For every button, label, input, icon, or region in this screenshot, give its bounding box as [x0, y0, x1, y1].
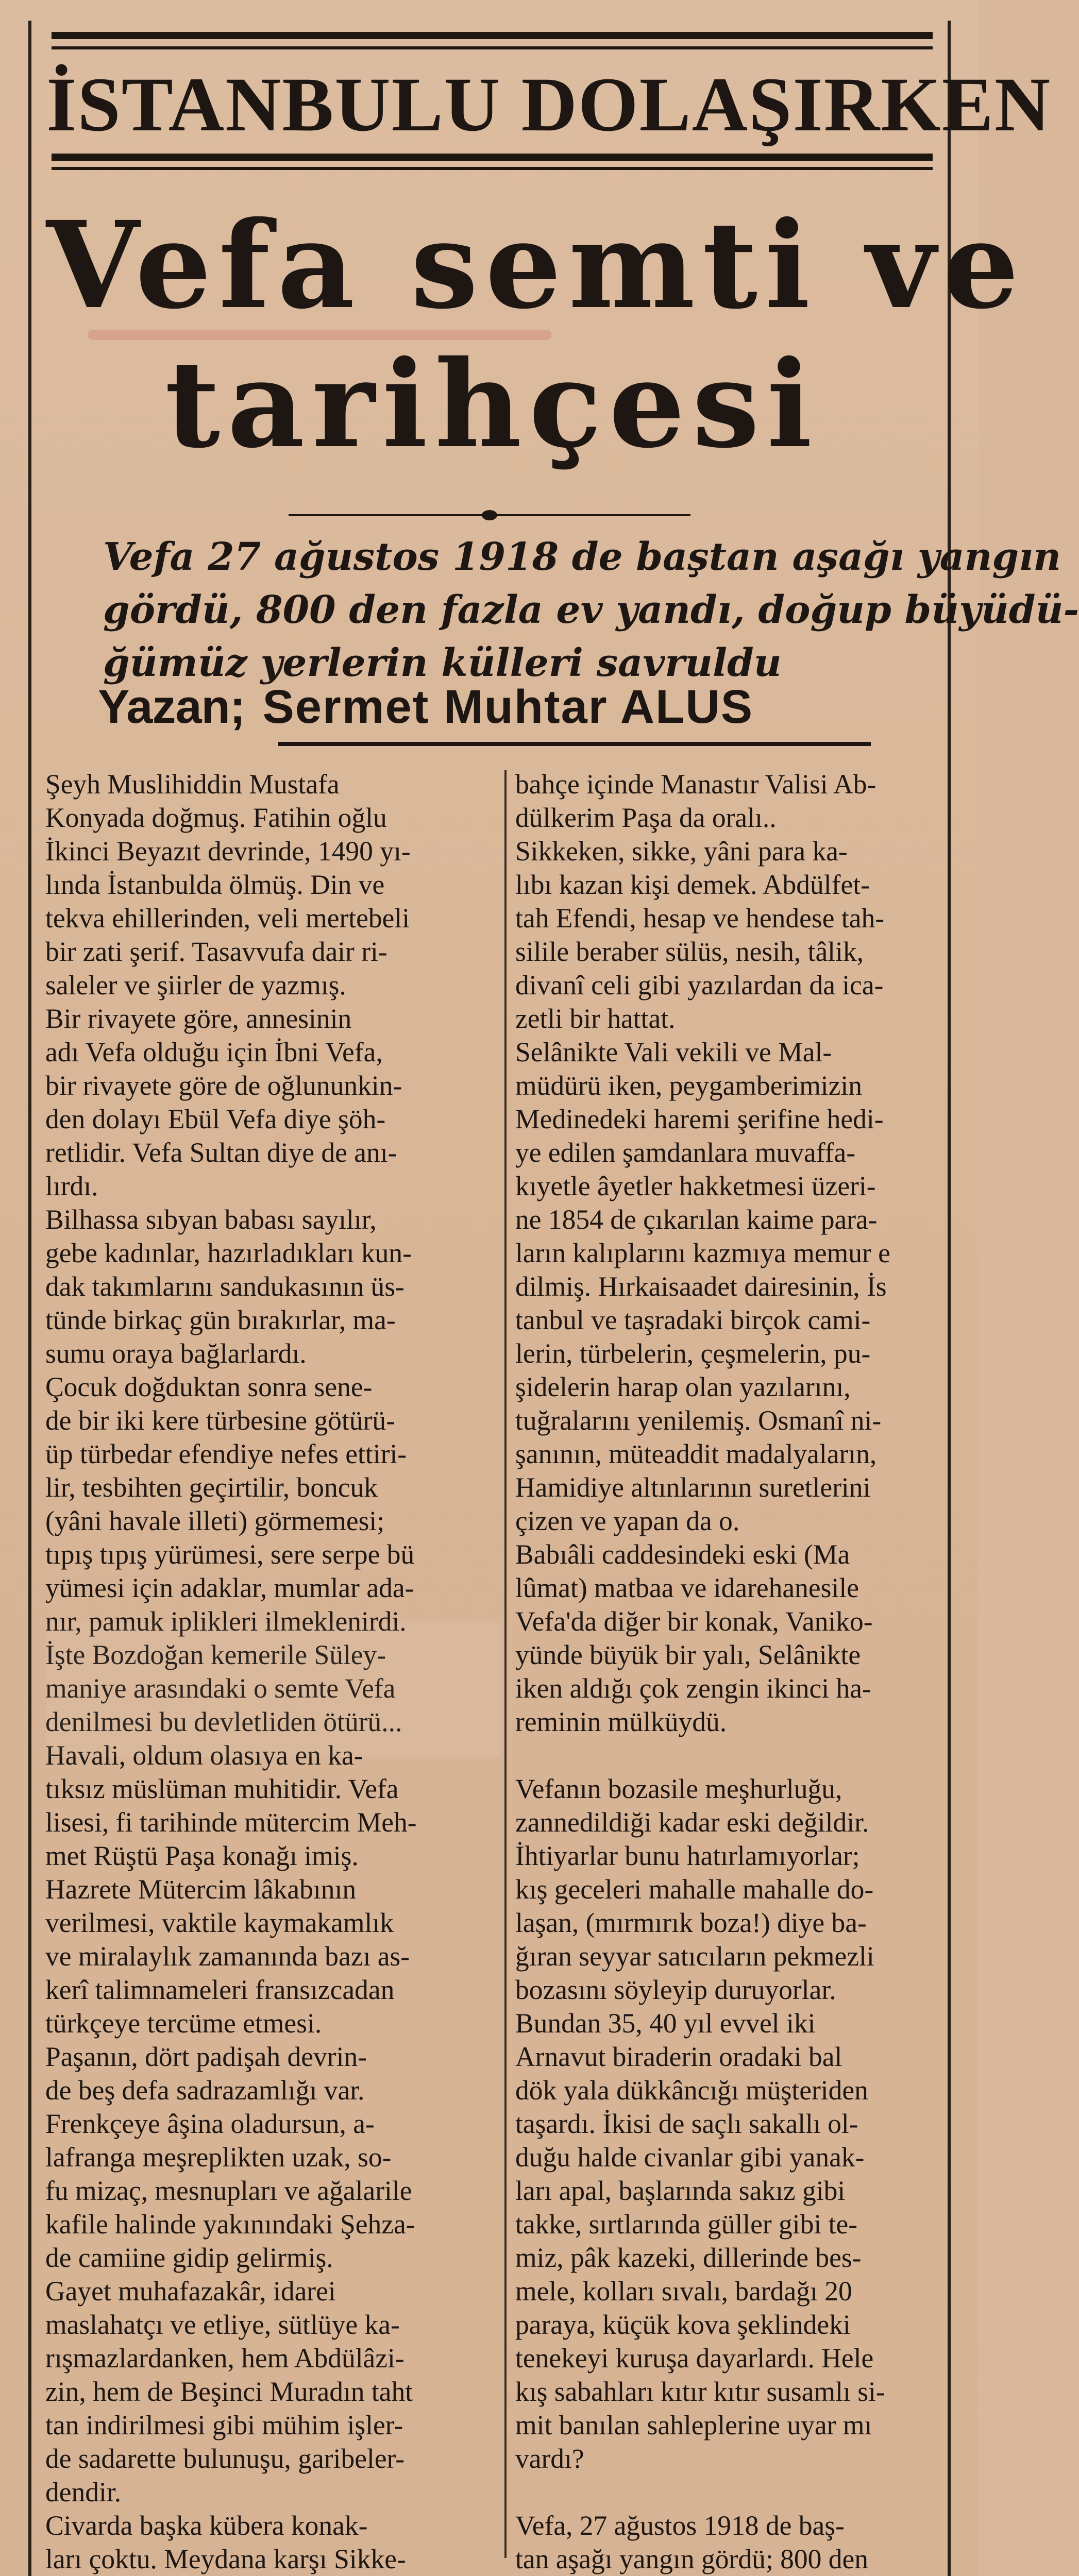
article-line: maniye arasındaki o semte Vefa — [45, 1673, 396, 1704]
headline-line-2: tarihçesi — [164, 334, 820, 474]
article-line: takke, sırtlarında güller gibi te- — [515, 2209, 858, 2240]
article-line: dendir. — [45, 2477, 122, 2507]
article-line: den dolayı Ebül Vefa diye şöh- — [45, 1104, 386, 1134]
article-line: tanbul ve taşradaki birçok cami- — [515, 1304, 871, 1335]
article-line: Hazrete Mütercim lâkabının — [45, 1874, 357, 1905]
column-divider — [504, 770, 507, 2558]
article-line: üp türbedar efendiye nefes ettiri- — [45, 1438, 407, 1469]
article-line: tah Efendi, hesap ve hendese tah- — [515, 903, 885, 934]
article-line: lında İstanbulda ölmüş. Din ve — [45, 869, 385, 900]
article-line: de bir iki kere türbesine götürü- — [45, 1405, 395, 1436]
article-line: kış sabahları kıtır kıtır susamlı si- — [515, 2376, 885, 2407]
ornament-diamond — [482, 510, 497, 520]
article-line: tünde birkaç gün bırakırlar, ma- — [45, 1304, 396, 1335]
article-line: lafranga meşreplikten uzak, so- — [45, 2142, 392, 2173]
article-line: ların kalıplarını kazmıya memur e — [515, 1238, 890, 1268]
article-line: ları apal, başlarında sakız gibi — [515, 2175, 846, 2206]
article-line: Şeyh Muslihiddin Mustafa — [45, 769, 340, 800]
article-line: denilmesi bu devletliden ötürü... — [45, 1706, 402, 1737]
article-line: ları çoktu. Meydana karşı Sikke- — [45, 2544, 406, 2574]
article-line: kış geceleri mahalle mahalle do- — [515, 1874, 874, 1905]
article-line: Vefa, 27 ağustos 1918 de baş- — [515, 2510, 845, 2541]
article-line: de beş defa sadrazamlığı var. — [45, 2075, 365, 2106]
article-line: sumu oraya bağlarlardı. — [45, 1338, 307, 1369]
article-line: zannedildiği kadar eski değildir. — [515, 1807, 869, 1838]
headline-line-1: Vefa semti ve — [46, 195, 1026, 335]
article-line: lıbı kazan kişi demek. Abdülfet- — [515, 869, 870, 900]
kicker-rule-thick — [52, 154, 933, 161]
article-line: çizen ve yapan da o. — [515, 1505, 740, 1536]
article-line: müdürü iken, peygamberimizin — [515, 1070, 863, 1101]
article-line: maslahatçı ve etliye, sütlüye ka- — [45, 2309, 400, 2340]
article-line: tan indirilmesi gibi mühim işler- — [45, 2410, 403, 2441]
article-line: saleler ve şiirler de yazmış. — [45, 970, 346, 1001]
article-line: vardı? — [515, 2443, 584, 2474]
byline-author: Sermet Muhtar ALUS — [262, 681, 754, 733]
article-line: Gayet muhafazakâr, idarei — [45, 2276, 336, 2307]
article-line: de camiine gidip gelirmiş. — [45, 2242, 333, 2273]
article-line: Civarda başka kübera konak- — [45, 2510, 368, 2541]
article-line: Selânikte Vali vekili ve Mal- — [515, 1037, 832, 1067]
article-line: tuğralarını yenilemiş. Osmanî ni- — [515, 1405, 882, 1436]
article-line: Bundan 35, 40 yıl evvel iki — [515, 2008, 816, 2039]
article-line: dak takımlarını sandukasının üs- — [45, 1271, 404, 1302]
article-line: İhtiyarlar bunu hatırlamıyorlar; — [515, 1840, 860, 1871]
article-line: retlidir. Vefa Sultan diye de anı- — [45, 1137, 397, 1168]
article-line: Medinedeki haremi şerifine hedi- — [515, 1104, 884, 1134]
article-line: verilmesi, vaktile kaymakamlık — [45, 1907, 394, 1938]
subtitle — [103, 531, 1079, 690]
article-line: rışmazlardanken, hem Abdülâzi- — [45, 2343, 404, 2374]
article-line: dilmiş. Hırkaisaadet dairesinin, İs — [515, 1271, 887, 1302]
article-line: Bir rivayete göre, annesinin — [45, 1003, 352, 1034]
article-line: yümesi için adaklar, mumlar ada- — [45, 1572, 414, 1603]
subtitle-line-3: ğümüz yerlerin külleri savruldu — [103, 641, 782, 685]
article-line: reminin mülküydü. — [515, 1706, 727, 1737]
article-line: kerî talimnameleri fransızcadan — [45, 1974, 395, 2005]
article-line: lûmat) matbaa ve idarehanesile — [515, 1572, 859, 1603]
article-line: İkinci Beyazıt devrinde, 1490 yı- — [45, 836, 411, 867]
article-line: bahçe içinde Manastır Valisi Ab- — [515, 769, 876, 800]
article-line: mele, kolları sıvalı, bardağı 20 — [515, 2276, 852, 2307]
article-line: gebe kadınlar, hazırladıkları kun- — [45, 1238, 412, 1268]
article-line: Bilhassa sıbyan babası sayılır, — [45, 1204, 377, 1235]
article-line: ve miralaylık zamanında bazı as- — [45, 1941, 410, 1972]
article-line — [515, 2476, 935, 2509]
article-line: paraya, küçük kova şeklindeki — [515, 2309, 851, 2340]
article-line: Paşanın, dört padişah devrin- — [45, 2041, 367, 2072]
article-line: met Rüştü Paşa konağı imiş. — [45, 1840, 359, 1871]
byline — [98, 680, 938, 734]
article-line: Vefa'da diğer bir konak, Vaniko- — [515, 1606, 873, 1637]
article-line: ne 1854 de çıkarılan kaime para- — [515, 1204, 878, 1235]
subtitle-line-2: gördü, 800 den fazla ev yandı, doğup büyüdü- — [103, 588, 1079, 632]
kicker-rule-thin — [52, 167, 933, 170]
article-line: Babıâli caddesindeki eski (Ma — [515, 1539, 850, 1570]
article-line: Arnavut biraderin oradaki bal — [515, 2041, 842, 2072]
article-line: Sikkeken, sikke, yâni para ka- — [515, 836, 848, 867]
article-line: Frenkçeye âşina oladursun, a- — [45, 2108, 375, 2139]
article-line: kafile halinde yakınındaki Şehza- — [45, 2209, 415, 2240]
article-line: tan aşağı yangın gördü; 800 den — [515, 2544, 868, 2574]
article-line: bir rivayete göre de oğlununkin- — [45, 1070, 402, 1101]
article-line: taşardı. İkisi de saçlı sakallı ol- — [515, 2108, 858, 2139]
article-line: kıyetle âyetler hakketmesi üzeri- — [515, 1171, 876, 1201]
article-line: ğıran seyyar satıcıların pekmezli — [515, 1941, 874, 1972]
article-line: yünde büyük bir yalı, Selânikte — [515, 1639, 861, 1670]
article-line: lir, tesbihten geçirtilir, boncuk — [45, 1472, 378, 1503]
article-line: Hamidiye altınlarının suretlerini — [515, 1472, 871, 1503]
article-line: miz, pâk kazeki, dillerinde bes- — [515, 2242, 862, 2273]
byline-rule — [278, 742, 871, 746]
article-line: fu mizaç, mesnupları ve ağalarile — [45, 2175, 412, 2206]
paper-crease — [46, 1623, 500, 1757]
article-line: şidelerin harap olan yazılarını, — [515, 1371, 851, 1402]
article-line: zin, hem de Beşinci Muradın taht — [45, 2376, 413, 2407]
article-line: zetli bir hattat. — [515, 1003, 676, 1034]
article-line: dök yala dükkâncığı müşteriden — [515, 2075, 868, 2106]
article-line: türkçeye tercüme etmesi. — [45, 2008, 322, 2039]
article-line: dülkerim Paşa da oralı.. — [515, 802, 777, 833]
article-line: silile beraber sülüs, nesih, tâlik, — [515, 936, 864, 967]
article-line: duğu halde civanlar gibi yanak- — [515, 2142, 865, 2173]
article-line: laşan, (mırmırık boza!) diye ba- — [515, 1907, 867, 1938]
article-line: divanî celi gibi yazılardan da ica- — [515, 970, 884, 1001]
article-line: Çocuk doğduktan sonra sene- — [45, 1371, 373, 1402]
article-line: şanının, müteaddit madalyaların, — [515, 1438, 877, 1469]
article-line: bir zati şerif. Tasavvufa dair ri- — [45, 936, 387, 967]
article-line — [515, 1739, 935, 1772]
article-line: tenekeyi kuruşa dayarlardı. Hele — [515, 2343, 874, 2374]
article-line: Vefanın bozasile meşhurluğu, — [515, 1773, 842, 1804]
article-line: tıksız müslüman muhitidir. Vefa — [45, 1773, 399, 1804]
article-column-right — [515, 768, 935, 2576]
top-rule-thin — [52, 46, 933, 49]
article-line: lırdı. — [45, 1171, 98, 1201]
article-line: adı Vefa olduğu için İbni Vefa, — [45, 1037, 383, 1067]
article-line: iken aldığı çok zengin ikinci ha- — [515, 1673, 871, 1704]
article-line: de sadarette bulunuşu, garibeler- — [45, 2443, 405, 2474]
subtitle-line-1: Vefa 27 ağustos 1918 de baştan aşağı yangın — [103, 535, 1061, 579]
article-line: Konyada doğmuş. Fatihin oğlu — [45, 802, 387, 833]
article-line: lerin, türbelerin, çeşmelerin, pu- — [515, 1338, 871, 1369]
article-line: Havali, oldum olasıya en ka- — [45, 1740, 363, 1771]
article-line: (yâni havale illeti) görmemesi; — [45, 1505, 385, 1536]
article-line: tekva ehillerinden, veli mertebeli — [45, 903, 410, 934]
article-line: İşte Bozdoğan kemerile Süley- — [45, 1639, 386, 1670]
article-line: ye edilen şamdanlara muvaffa- — [515, 1137, 856, 1168]
ornament-divider — [289, 510, 690, 520]
article-line: nır, pamuk iplikleri ilmeklenirdi. — [45, 1606, 407, 1637]
byline-label: Yazan; — [98, 681, 245, 733]
article-line: tıpış tıpış yürümesi, sere serpe bü — [45, 1539, 415, 1570]
article-line: bozasını söyleyip duruyorlar. — [515, 1974, 836, 2005]
article-line: mit banılan sahleplerine uyar mı — [515, 2410, 872, 2441]
top-rule-thick — [52, 32, 933, 39]
article-line: lisesi, fi tarihinde mütercim Meh- — [45, 1807, 417, 1838]
section-kicker: İSTANBULU DOLAŞIRKEN — [46, 62, 1052, 147]
